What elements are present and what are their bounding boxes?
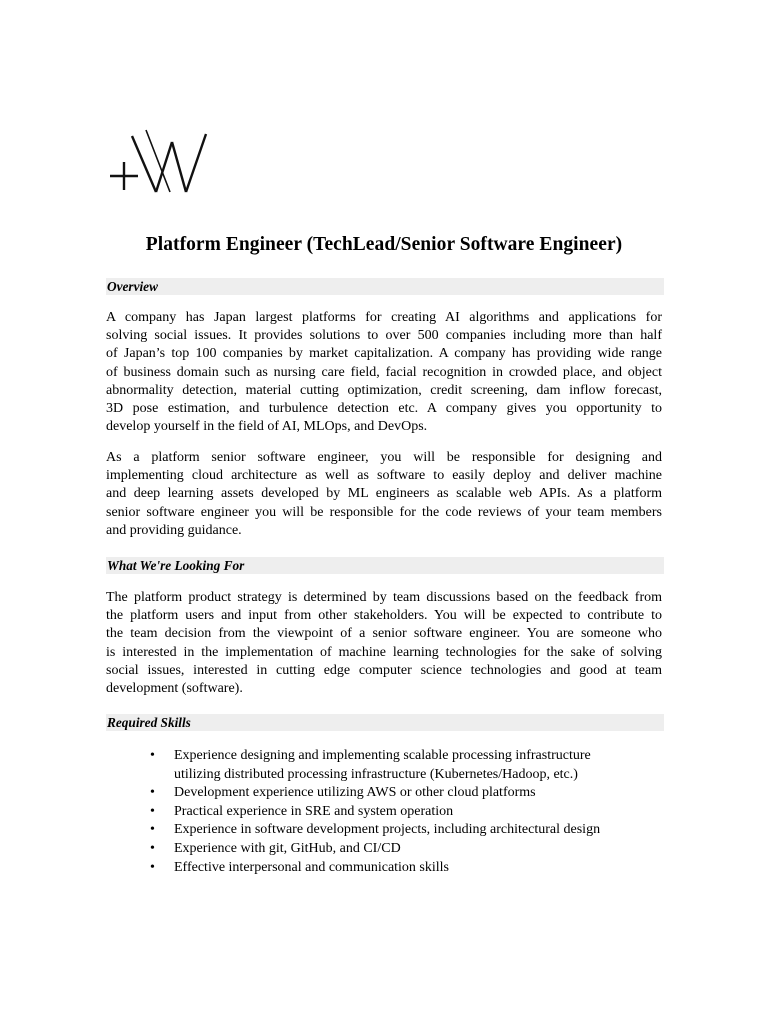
- page-title: Platform Engineer (TechLead/Senior Software Engineer): [145, 234, 623, 255]
- section-heading-looking-for: What We're Looking For: [106, 557, 664, 574]
- paragraph-line: of Japan’s top 100 companies by market capitalization. A company has providing wide range: [106, 346, 662, 362]
- plus-w-logo-icon: [106, 126, 210, 198]
- paragraph-line: 3D pose estimation, and turbulence detection etc. A company gives you opportunity to: [106, 401, 662, 417]
- list-item: [106, 784, 662, 803]
- list-item-line: Experience designing and implementing scalable processing infrastructure: [174, 748, 591, 763]
- paragraph-line: The platform product strategy is determined by team discussions based on the feedback from: [106, 590, 662, 605]
- paragraph-line: abnormality detection, material cutting optimization, credit screening, dam inflow forecast,: [106, 382, 662, 398]
- paragraph-line: and deep learning assets developed by ML engineers as scalable web APIs. As a platform: [106, 486, 662, 502]
- paragraph-line: senior software engineer you will be responsible for the code reviews of your team members: [106, 504, 662, 520]
- paragraph-line: the team decision from the viewpoint of a senior software engineer. You are someone who: [106, 626, 662, 642]
- list-item-line: Experience in software development projects, including architectural design: [174, 822, 601, 838]
- list-item: [106, 840, 662, 859]
- paragraph-line: social issues, interested in cutting edge computer science technologies and good at team: [106, 662, 662, 678]
- list-item-line: Effective interpersonal and communication skills: [174, 859, 449, 875]
- list-item: [106, 859, 662, 878]
- list-item: [106, 821, 662, 840]
- paragraph-line: of business domain such as nursing care field, facial recognition in crowded place, and object: [106, 364, 662, 380]
- paragraph-line: development (software).: [106, 681, 243, 697]
- list-item-line: Practical experience in SRE and system operation: [174, 803, 454, 819]
- paragraph-line: the platform users and input from other stakeholders. You will be expected to contribute to: [106, 608, 662, 624]
- list-item-line: Experience with git, GitHub, and CI/CD: [174, 840, 401, 856]
- section-heading-overview: Overview: [106, 278, 664, 295]
- overview-paragraph-2: [106, 449, 662, 540]
- list-item-line: Development experience utilizing AWS or other cloud platforms: [174, 785, 536, 801]
- looking-for-paragraph: [106, 589, 662, 698]
- paragraph-line: and providing guidance.: [106, 522, 242, 538]
- paragraph-line: A company has Japan largest platforms for creating AI algorithms and applications for: [106, 310, 662, 325]
- bullet-icon: •: [150, 822, 155, 838]
- bullet-icon: •: [150, 785, 155, 801]
- bullet-icon: •: [150, 859, 155, 875]
- list-item: [106, 747, 662, 784]
- bullet-icon: •: [150, 840, 155, 856]
- required-skills-list: [106, 747, 662, 877]
- section-heading-required-skills: Required Skills: [106, 714, 664, 731]
- list-item: [106, 803, 662, 822]
- overview-paragraph-1: [106, 309, 662, 436]
- paragraph-line: solving social issues. It provides solutions to over 500 companies including more than half: [106, 328, 662, 344]
- list-item-line: utilizing distributed processing infrastructure (Kubernetes/Hadoop, etc.): [174, 766, 578, 782]
- paragraph-line: develop yourself in the field of AI, MLOps, and DevOps.: [106, 419, 428, 435]
- bullet-icon: •: [150, 803, 155, 819]
- paragraph-line: As a platform senior software engineer, you will be responsible for designing and: [106, 450, 662, 465]
- paragraph-line: is interested in the implementation of machine learning technologies for the sake of solving: [106, 644, 662, 660]
- bullet-icon: •: [150, 748, 155, 763]
- paragraph-line: implementing cloud architecture as well as software to easily deploy and deliver machine: [106, 468, 662, 484]
